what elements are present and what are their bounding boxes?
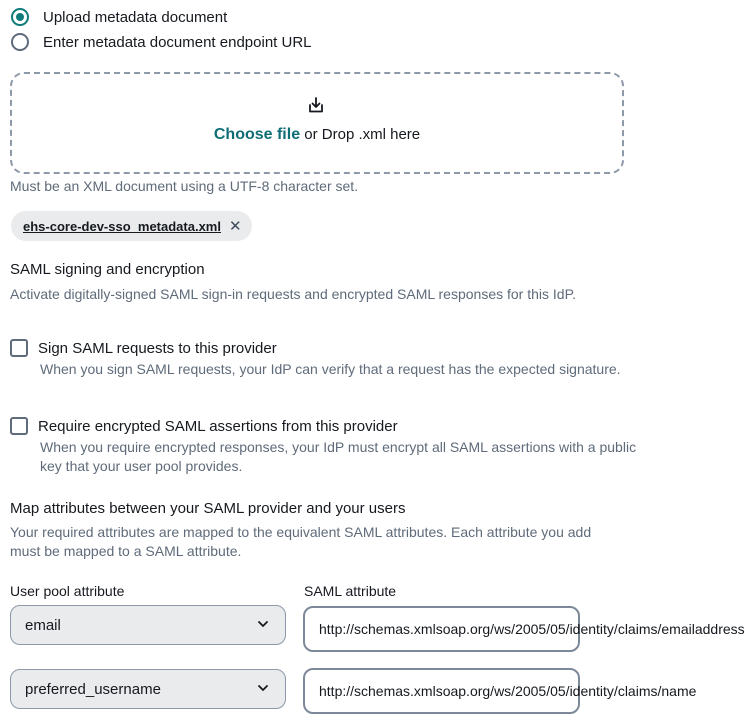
- sign-requests-label: Sign SAML requests to this provider: [38, 339, 277, 357]
- file-name[interactable]: ehs-core-dev-sso_metadata.xml: [23, 218, 221, 234]
- file-token: [11, 211, 252, 241]
- radio-endpoint-url-label: Enter metadata document endpoint URL: [43, 33, 312, 51]
- upload-icon: [307, 96, 325, 114]
- radio-endpoint-url-indicator[interactable]: [11, 33, 29, 51]
- file-dropzone[interactable]: [10, 72, 624, 174]
- require-encrypted-checkbox[interactable]: [10, 417, 28, 435]
- signing-description: Activate digitally-signed SAML sign-in requests and encrypted SAML responses for this IdP.: [10, 286, 576, 302]
- saml-attribute-value: http://schemas.xmlsoap.org/ws/2005/05/identity/claims/emailaddress: [319, 621, 745, 637]
- attributes-description: Your required attributes are mapped to the equivalent SAML attributes. Each attribute you add must be mapped to a SAML attribute.: [10, 524, 592, 559]
- user-pool-attribute-value: preferred_username: [25, 680, 161, 698]
- user-pool-attribute-select[interactable]: [10, 669, 286, 709]
- radio-upload-metadata[interactable]: [11, 6, 227, 28]
- require-encrypted-description: When you require encrypted responses, your IdP must encrypt all SAML assertions with a public key that your user pool provides.: [40, 439, 637, 474]
- upload-hint: Must be an XML document using a UTF-8 character set.: [10, 178, 359, 194]
- saml-attribute-input[interactable]: [303, 606, 745, 652]
- user-pool-attribute-header: User pool attribute: [10, 583, 125, 599]
- sign-requests-checkbox[interactable]: [10, 339, 28, 357]
- chevron-down-icon: [257, 682, 269, 694]
- require-encrypted-label: Require encrypted SAML assertions from this provider: [38, 417, 398, 435]
- attributes-title: Map attributes between your SAML provider and your users: [10, 500, 406, 517]
- sign-requests-description: When you sign SAML requests, your IdP can verify that a request has the expected signature.: [40, 361, 621, 377]
- drop-label: or Drop .xml here: [304, 126, 421, 143]
- dropzone-text: [10, 126, 624, 144]
- user-pool-attribute-select[interactable]: [10, 605, 286, 645]
- radio-upload-metadata-indicator[interactable]: [11, 8, 29, 26]
- require-encrypted-row[interactable]: [10, 417, 398, 435]
- user-pool-attribute-value: email: [25, 616, 61, 634]
- chevron-down-icon: [257, 618, 269, 630]
- choose-file-link[interactable]: Choose file: [213, 126, 301, 143]
- radio-upload-metadata-label: Upload metadata document: [43, 8, 228, 26]
- saml-attribute-value: http://schemas.xmlsoap.org/ws/2005/05/identity/claims/name: [319, 683, 697, 699]
- sign-requests-row[interactable]: [10, 339, 277, 357]
- remove-file-icon[interactable]: ✕: [228, 217, 242, 235]
- saml-attribute-header: SAML attribute: [304, 583, 397, 599]
- radio-endpoint-url[interactable]: [11, 31, 312, 53]
- saml-attribute-input[interactable]: [303, 668, 697, 714]
- signing-title: SAML signing and encryption: [10, 261, 205, 278]
